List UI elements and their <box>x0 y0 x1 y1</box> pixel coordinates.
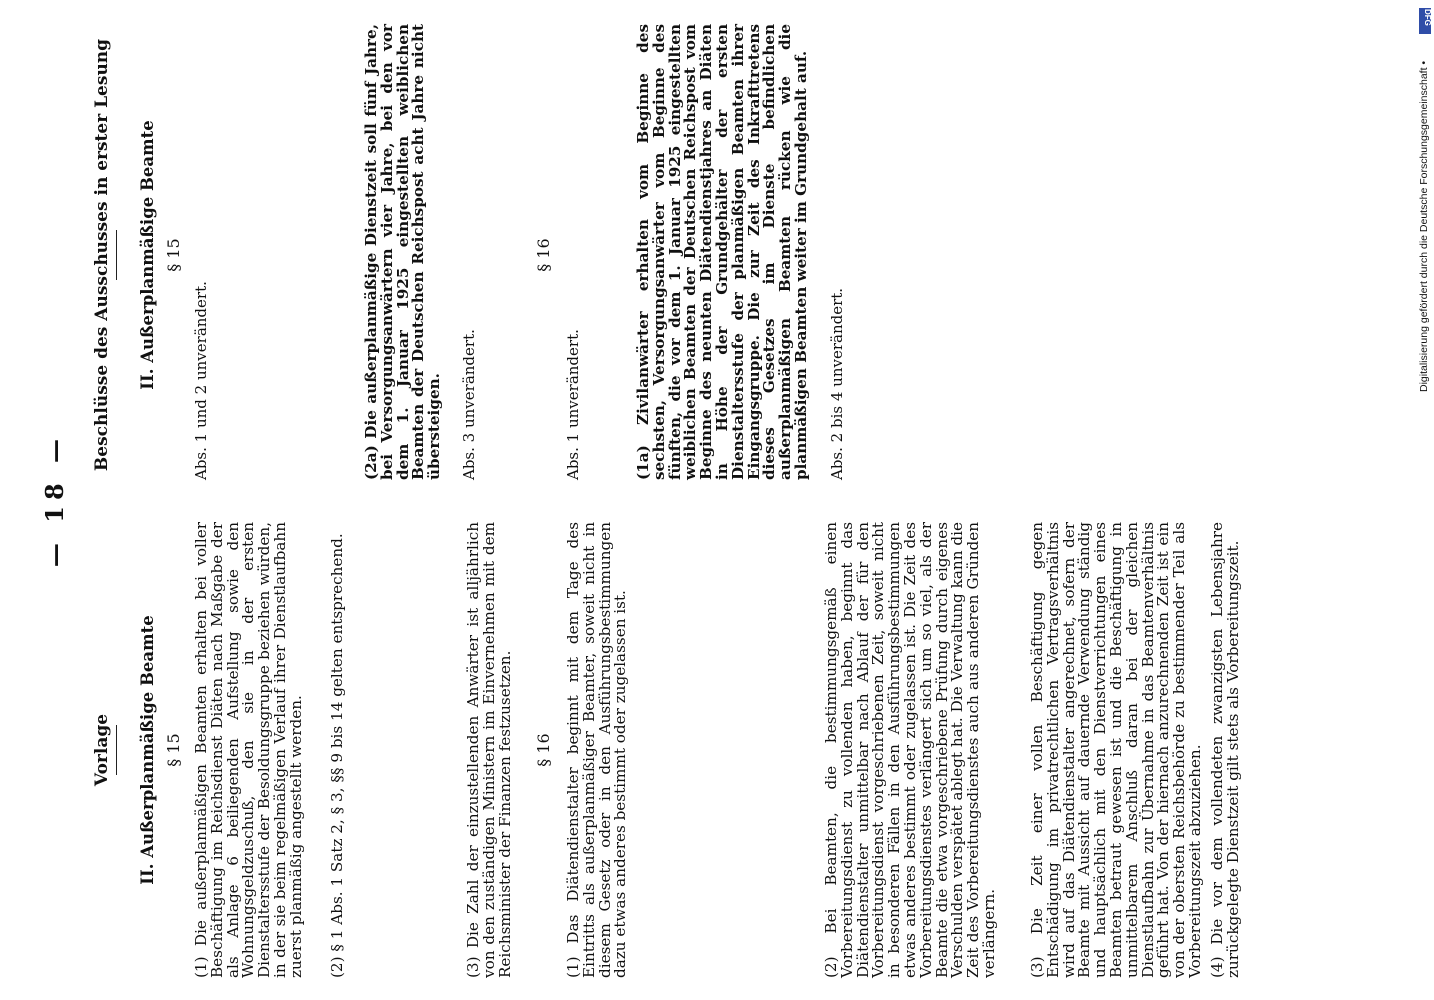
left-p16-abs3: (3) Die Zeit einer vollen Beschäftigung gegen Entschädigung im privatrechtlichen Vertragsverhältnis wird auf das Diätendienstalter angerechnet, sofern der Beamte mit Aussicht auf dauernde Verwendung ständig und hauptsächlich mit den Dienstverrichtungen eines Beamten betraut gewesen ist und die Beschäftigung in unmittelbarem Anschluß daran bei der gleichen Dienstlaufbahn zur Übernahme in das Beamtenverhältnis geführt hat. Von der hiernach anzurechnenden Zeit ist ein von der obersten Reichsbehörde zu bestimmender Teil als Vorbereitungszeit abzuziehen. <box>1028 522 1204 978</box>
watermark-text: Digitalisierung gefördert durch die Deutsche Forschungsgemeinschaft • <box>1418 60 1430 392</box>
left-paragraph-16-sign: § 16 <box>534 733 553 767</box>
dfg-logo <box>1419 8 1431 34</box>
right-p16-abs24: Abs. 2 bis 4 unverändert. <box>828 287 846 480</box>
right-paragraph-15-sign: § 15 <box>164 238 183 272</box>
left-p15-abs2: (2) § 1 Abs. 1 Satz 2, § 3, §§ 9 bis 14 gelten entsprechend. <box>328 533 346 978</box>
right-p15-abs3: Abs. 3 unverändert. <box>460 329 478 480</box>
page-number: — 18 — <box>40 432 69 568</box>
left-p15-abs1: (1) Die außerplanmäßigen Beamten erhalten bei voller Beschäftigung im Reichsdienst Diäten nach Maßgabe der als Anlage 6 beiliegenden Aufstellung sowie den Wohnungsgeldzuschuß, den sie in der ersten Dienstaltersstufe der Besoldungsgruppe beziehen würden, in der sie beim regelmäßigen Verlauf ihrer Dienstlaufbahn zuerst planmäßig angestellt werden. <box>192 522 305 978</box>
left-heading-text: Vorlage <box>92 713 112 787</box>
right-paragraph-16-sign: § 16 <box>534 238 553 272</box>
heading-underline <box>116 725 117 775</box>
left-p16-abs1: (1) Das Diätendienstalter beginnt mit dem Tage des Eintritts als außerplanmäßiger Beamter, soweit nicht in diesem Gesetz oder in den Ausführungsbestimmungen dazu etwas anderes bestimmt oder zugelassen ist. <box>564 522 630 978</box>
left-section-title: II. Außerplanmäßige Beamte <box>138 615 157 885</box>
right-p16-abs1: Abs. 1 unverändert. <box>564 329 582 480</box>
right-heading-text: Beschlüsse des Ausschusses in erster Lesung <box>92 38 112 472</box>
right-p15-abs12: Abs. 1 und 2 unverändert. <box>192 281 210 480</box>
left-p16-abs2: (2) Bei Beamten, die bestimmungsgemäß einen Vorbereitungsdienst zu vollenden haben, beginnt das Diätendienstalter unmittelbar nach Ablauf der für den Vorbereitungsdienst vorgeschriebenen Zeit, soweit nicht in besonderen Fällen in den Ausführungsbestimmungen etwas anderes bestimmt oder zugelassen ist. Die Zeit des Vorbereitungsdienstes verlängert sich um so viel, als der Beamte die etwa vorgeschriebene Prüfung durch eigenes Verschulden verspätet ablegt hat. Die Verwaltung kann die Zeit des Vorbereitungsdienstes auch aus anderen Gründen verlängern. <box>822 522 998 978</box>
right-p15-abs2a: (2a) Die außerplanmäßige Dienstzeit soll fünf Jahre, bei Versorgungsanwärtern vier Jahre, bei den vor dem 1. Januar 1925 eingestellten weiblichen Beamten der Deutschen Reichspost acht Jahre nicht übersteigen. <box>362 24 444 480</box>
left-p16-abs4: (4) Die vor dem vollendeten zwanzigsten Lebensjahre zurückgelegte Dienstzeit gilt stets als Vorbereitungszeit. <box>1208 522 1242 978</box>
right-column-heading <box>92 15 117 495</box>
dfg-logo-text: DFG <box>1423 9 1432 26</box>
right-p16-abs1a: (1a) Zivilanwärter erhalten vom Beginne des sechsten, Versorgungsanwärter vom Beginne des fünften, die vor dem 1. Januar 1925 eingestellten weiblichen Beamten der Deutschen Reichspost vom Beginne des neunten Diätendienstjahres an Diäten in Höhe der Grundgehälter der ersten Dienstaltersstufe der planmäßigen Beamten ihrer Eingangsgruppe. Die zur Zeit des Inkrafttretens dieses Gesetzes im Dienste befindlichen außerplanmäßigen Beamten rücken wie die planmäßigen Beamten weiter im Grundgehalt auf. <box>634 24 810 480</box>
left-p15-abs3: (3) Die Zahl der einzustellenden Anwärter ist alljährlich von den zuständigen Ministern im Einvernehmen mit dem Reichsminister der Finanzen festzusetzen. <box>464 522 514 978</box>
heading-underline <box>116 230 117 280</box>
right-section-title: II. Außerplanmäßige Beamte <box>138 120 157 390</box>
left-column-heading <box>92 510 117 990</box>
left-paragraph-15-sign: § 15 <box>164 733 183 767</box>
